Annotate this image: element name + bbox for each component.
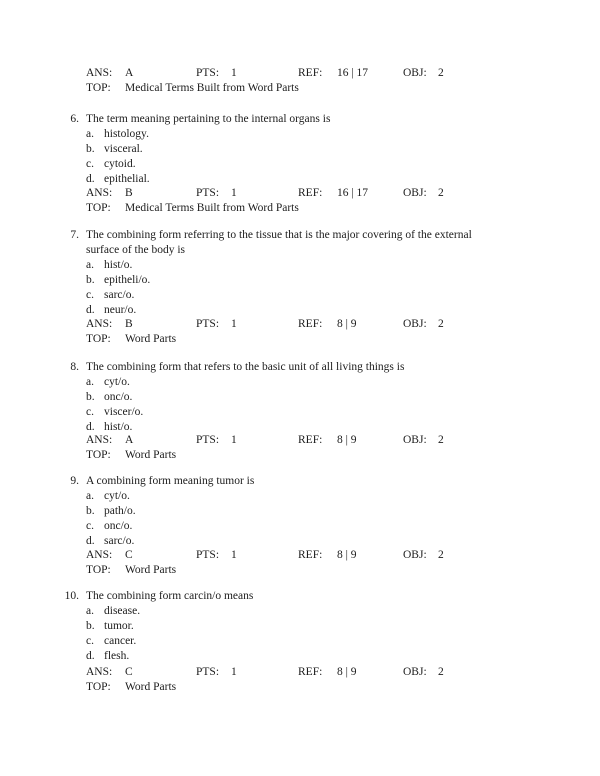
question-block <box>0 112 600 185</box>
ans-value: A <box>125 434 134 446</box>
question-number: 10. <box>64 590 79 602</box>
top-value: Word Parts <box>125 564 177 576</box>
answer-meta-block <box>0 665 600 695</box>
option-text: path/o. <box>104 505 136 517</box>
option-letter: a. <box>86 128 94 140</box>
option-letter: a. <box>86 376 94 388</box>
option-item[interactable] <box>0 127 600 142</box>
option-item[interactable] <box>0 258 600 273</box>
topic-row <box>0 201 600 216</box>
ans-label: ANS: <box>86 666 113 678</box>
ref-value: 16 | 17 <box>337 67 369 79</box>
option-text: hist/o. <box>104 259 133 271</box>
option-text: sarc/o. <box>104 289 135 301</box>
ref-label: REF: <box>298 318 323 330</box>
question-text: A combining form meaning tumor is <box>86 475 255 487</box>
answer-meta-block <box>0 433 600 463</box>
option-text: epithelial. <box>104 173 150 185</box>
topic-row <box>0 680 600 695</box>
option-text: onc/o. <box>104 520 133 532</box>
topic-row <box>0 81 600 96</box>
option-text: sarc/o. <box>104 535 135 547</box>
ref-label: REF: <box>298 549 323 561</box>
answer-meta-row <box>0 66 600 81</box>
topic-row <box>0 332 600 347</box>
pts-label: PTS: <box>196 434 220 446</box>
top-value: Word Parts <box>125 681 177 693</box>
topic-row <box>0 448 600 463</box>
option-text: visceral. <box>104 143 143 155</box>
obj-value: 2 <box>438 318 444 330</box>
ans-value: C <box>125 549 133 561</box>
option-item[interactable] <box>0 172 600 187</box>
answer-meta-block <box>0 66 600 96</box>
pts-value: 1 <box>231 318 237 330</box>
ref-value: 8 | 9 <box>337 666 357 678</box>
pts-label: PTS: <box>196 67 220 79</box>
option-item[interactable] <box>0 142 600 157</box>
option-text: neur/o. <box>104 304 137 316</box>
obj-value: 2 <box>438 549 444 561</box>
top-label: TOP: <box>86 82 111 94</box>
option-list <box>0 258 600 318</box>
option-text: epitheli/o. <box>104 274 151 286</box>
option-letter: d. <box>86 535 95 547</box>
question-stem <box>0 228 600 258</box>
question-text: The combining form that refers to the basic unit of all living things is <box>86 361 405 373</box>
answer-meta-block <box>0 186 600 216</box>
option-item[interactable] <box>0 534 600 549</box>
top-value: Word Parts <box>125 449 177 461</box>
question-text: The term meaning pertaining to the internal organs is <box>86 113 331 125</box>
option-letter: d. <box>86 304 95 316</box>
option-letter: b. <box>86 143 95 155</box>
option-text: viscer/o. <box>104 406 144 418</box>
option-item[interactable] <box>0 303 600 318</box>
top-label: TOP: <box>86 449 111 461</box>
question-number: 6. <box>70 113 79 125</box>
obj-value: 2 <box>438 434 444 446</box>
option-text: disease. <box>104 605 141 617</box>
obj-value: 2 <box>438 67 444 79</box>
option-text: flesh. <box>104 650 130 662</box>
pts-value: 1 <box>231 187 237 199</box>
pts-value: 1 <box>231 666 237 678</box>
option-item[interactable] <box>0 288 600 303</box>
ref-label: REF: <box>298 666 323 678</box>
obj-label: OBJ: <box>403 318 427 330</box>
question-number: 8. <box>70 361 79 373</box>
question-stem <box>0 474 600 489</box>
question-text: The combining form referring to the tissue that is the major covering of the external surface of the body is <box>86 229 472 256</box>
option-item[interactable] <box>0 519 600 534</box>
topic-row <box>0 563 600 578</box>
obj-label: OBJ: <box>403 67 427 79</box>
question-number: 9. <box>70 475 79 487</box>
option-text: cytoid. <box>104 158 136 170</box>
answer-meta-row <box>0 433 600 448</box>
ans-value: B <box>125 318 133 330</box>
option-letter: b. <box>86 274 95 286</box>
top-value: Medical Terms Built from Word Parts <box>125 82 299 94</box>
obj-label: OBJ: <box>403 666 427 678</box>
option-list <box>0 604 600 664</box>
question-block <box>0 360 600 433</box>
top-label: TOP: <box>86 681 111 693</box>
question-block <box>0 474 600 547</box>
obj-value: 2 <box>438 187 444 199</box>
option-letter: c. <box>86 289 94 301</box>
obj-label: OBJ: <box>403 549 427 561</box>
ref-value: 16 | 17 <box>337 187 369 199</box>
option-item[interactable] <box>0 649 600 664</box>
ans-value: C <box>125 666 133 678</box>
option-text: hist/o. <box>104 421 133 433</box>
option-letter: c. <box>86 520 94 532</box>
answer-meta-row <box>0 548 600 563</box>
ref-value: 8 | 9 <box>337 318 357 330</box>
option-item[interactable] <box>0 390 600 405</box>
answer-meta-row <box>0 665 600 680</box>
pts-value: 1 <box>231 434 237 446</box>
pts-value: 1 <box>231 549 237 561</box>
obj-value: 2 <box>438 666 444 678</box>
option-list <box>0 375 600 435</box>
option-item[interactable] <box>0 504 600 519</box>
ans-label: ANS: <box>86 318 113 330</box>
option-letter: d. <box>86 421 95 433</box>
option-list <box>0 489 600 549</box>
ref-label: REF: <box>298 434 323 446</box>
option-letter: c. <box>86 158 94 170</box>
option-item[interactable] <box>0 405 600 420</box>
option-item[interactable] <box>0 273 600 288</box>
pts-label: PTS: <box>196 666 220 678</box>
ref-value: 8 | 9 <box>337 549 357 561</box>
obj-label: OBJ: <box>403 434 427 446</box>
question-block <box>0 228 600 316</box>
option-list <box>0 127 600 187</box>
question-number: 7. <box>70 229 79 241</box>
ref-label: REF: <box>298 187 323 199</box>
option-text: cyt/o. <box>104 376 130 388</box>
answer-meta-row <box>0 317 600 332</box>
option-text: histology. <box>104 128 149 140</box>
ans-label: ANS: <box>86 434 113 446</box>
option-item[interactable] <box>0 489 600 504</box>
option-letter: d. <box>86 173 95 185</box>
option-letter: c. <box>86 406 94 418</box>
option-item[interactable] <box>0 157 600 172</box>
option-text: tumor. <box>104 620 134 632</box>
option-text: onc/o. <box>104 391 133 403</box>
option-letter: a. <box>86 605 94 617</box>
ans-label: ANS: <box>86 187 113 199</box>
ans-label: ANS: <box>86 549 113 561</box>
answer-meta-row <box>0 186 600 201</box>
ans-value: A <box>125 67 134 79</box>
pts-value: 1 <box>231 67 237 79</box>
question-text: The combining form carcin/o means <box>86 590 254 602</box>
option-text: cyt/o. <box>104 490 130 502</box>
top-value: Medical Terms Built from Word Parts <box>125 202 299 214</box>
ans-label: ANS: <box>86 67 113 79</box>
top-label: TOP: <box>86 564 111 576</box>
top-label: TOP: <box>86 333 111 345</box>
top-value: Word Parts <box>125 333 177 345</box>
question-stem <box>0 589 600 604</box>
pts-label: PTS: <box>196 318 220 330</box>
option-item[interactable] <box>0 619 600 634</box>
option-item[interactable] <box>0 604 600 619</box>
option-text: cancer. <box>104 635 137 647</box>
ref-label: REF: <box>298 67 323 79</box>
option-letter: b. <box>86 391 95 403</box>
option-letter: d. <box>86 650 95 662</box>
option-item[interactable] <box>0 375 600 390</box>
question-block <box>0 589 600 662</box>
question-stem <box>0 360 600 375</box>
question-stem <box>0 112 600 127</box>
option-letter: c. <box>86 635 94 647</box>
ans-value: B <box>125 187 133 199</box>
option-item[interactable] <box>0 634 600 649</box>
answer-meta-block <box>0 317 600 347</box>
pts-label: PTS: <box>196 549 220 561</box>
top-label: TOP: <box>86 202 111 214</box>
option-letter: a. <box>86 259 94 271</box>
ref-value: 8 | 9 <box>337 434 357 446</box>
option-letter: b. <box>86 620 95 632</box>
option-letter: b. <box>86 505 95 517</box>
obj-label: OBJ: <box>403 187 427 199</box>
answer-meta-block <box>0 548 600 578</box>
option-letter: a. <box>86 490 94 502</box>
pts-label: PTS: <box>196 187 220 199</box>
